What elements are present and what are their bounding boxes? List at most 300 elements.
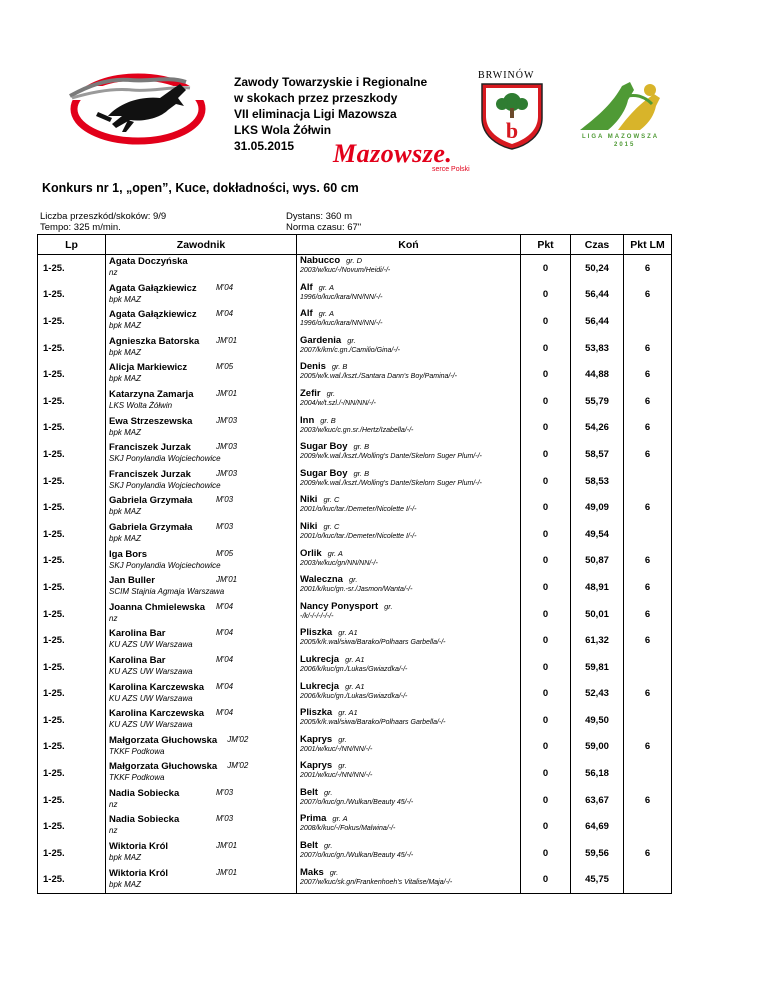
horse-cell — [297, 654, 521, 681]
points-cell: 0 — [521, 494, 571, 521]
lp-cell: 1-25. — [38, 627, 106, 654]
table-row — [38, 627, 672, 654]
horse-name: Pliszka — [300, 707, 333, 719]
table-row — [38, 681, 672, 708]
horse-group: gr. C — [323, 521, 340, 531]
lp-cell: 1-25. — [38, 867, 106, 894]
column-header-points: Pkt — [521, 235, 571, 255]
time-cell: 61,32 — [571, 627, 624, 654]
horse-cell — [297, 627, 521, 654]
rider-cell — [106, 707, 297, 734]
horse-group: gr. — [326, 388, 336, 398]
horse-details: 2005/k/k.wal/siwa/Barako/Polhaars Garbella/-/- — [300, 639, 446, 647]
rider-name: Gabriela Grzymała — [109, 495, 193, 507]
time-cell: 56,44 — [571, 282, 624, 309]
rider-cell — [106, 867, 297, 894]
league-points-cell: 6 — [624, 415, 672, 442]
horse-cell — [297, 787, 521, 814]
rider-cell — [106, 787, 297, 814]
rider-name: Nadia Sobiecka — [109, 787, 180, 799]
rider-category: JM'02 — [227, 734, 249, 744]
lp-cell: 1-25. — [38, 601, 106, 628]
horse-details: 1996/o/kuc/kara/NN/NN/-/- — [300, 320, 383, 328]
horse-details: 2005/k/k.wal/siwa/Barako/Polhaars Garbella/-/- — [300, 719, 446, 727]
league-points-cell: 6 — [624, 840, 672, 867]
rider-club: KU AZS UW Warszawa — [109, 666, 193, 676]
rider-category: JM'01 — [216, 335, 238, 345]
rider-club: SKJ Ponylandia Wojciechowice — [109, 560, 221, 570]
rider-cell — [106, 468, 297, 495]
horse-cell — [297, 601, 521, 628]
rider-club: nz — [109, 268, 118, 277]
horse-details: 2001/o/kuc/tar./Demeter/Nicolette I/-/- — [300, 506, 417, 514]
event-venue: LKS Wola Żółwin — [234, 123, 332, 137]
rider-category: M'03 — [216, 521, 234, 531]
table-row — [38, 415, 672, 442]
league-points-cell: 6 — [624, 255, 672, 282]
league-points-cell: 6 — [624, 681, 672, 708]
horse-cell — [297, 548, 521, 575]
points-cell: 0 — [521, 627, 571, 654]
rider-category: JM'02 — [227, 761, 249, 771]
horse-details: 2005/w/k.wal./kszt./Santara Dann's Boy/Pamina/-/- — [300, 373, 457, 381]
time-cell: 50,24 — [571, 255, 624, 282]
time-cell: 64,69 — [571, 813, 624, 840]
rider-name: Karolina Bar — [109, 628, 166, 640]
time-cell: 58,57 — [571, 441, 624, 468]
rider-category: JM'01 — [216, 867, 238, 877]
rider-club: bpk MAZ — [109, 879, 142, 889]
points-cell: 0 — [521, 813, 571, 840]
rider-club: bpk MAZ — [109, 294, 142, 304]
rider-category: M'05 — [216, 548, 234, 558]
horse-group: gr. A1 — [338, 628, 358, 638]
lp-cell: 1-25. — [38, 441, 106, 468]
horse-group: gr. — [348, 575, 358, 585]
points-cell: 0 — [521, 335, 571, 362]
horse-details: 2003/w/kuc/gn/NN/NN/-/- — [300, 559, 378, 567]
horse-cell — [297, 840, 521, 867]
table-row — [38, 601, 672, 628]
table-row — [38, 441, 672, 468]
league-points-cell: 6 — [624, 548, 672, 575]
rider-cell — [106, 255, 297, 282]
liga-year: 2015 — [614, 142, 636, 148]
rider-category: M'03 — [216, 495, 234, 505]
league-points-cell — [624, 813, 672, 840]
distance: Dystans: 360 m — [286, 211, 352, 222]
lp-cell: 1-25. — [38, 813, 106, 840]
rider-club: bpk MAZ — [109, 533, 142, 543]
time-cell: 54,26 — [571, 415, 624, 442]
horse-group: gr. B — [353, 468, 370, 478]
horse-details: 2001/o/kuc/tar./Demeter/Nicolette I/-/- — [300, 532, 417, 540]
horse-name: Sugar Boy — [300, 441, 348, 453]
time-cell: 49,09 — [571, 494, 624, 521]
league-points-cell — [624, 468, 672, 495]
horse-name: Nancy Ponysport — [300, 600, 379, 612]
table-row — [38, 308, 672, 335]
rider-club: bpk MAZ — [109, 507, 142, 517]
rider-name: Karolina Bar — [109, 654, 166, 666]
column-header-lp: Lp — [38, 235, 106, 255]
points-cell: 0 — [521, 308, 571, 335]
horse-details: 2004/w/t.szl./-/NN/NN/-/- — [300, 399, 376, 407]
league-points-cell: 6 — [624, 282, 672, 309]
lp-cell: 1-25. — [38, 548, 106, 575]
points-cell: 0 — [521, 415, 571, 442]
time-cell: 59,81 — [571, 654, 624, 681]
rider-club: bpk MAZ — [109, 321, 142, 331]
rider-category: JM'01 — [216, 841, 238, 851]
rider-cell — [106, 494, 297, 521]
time-cell: 49,54 — [571, 521, 624, 548]
table-row — [38, 335, 672, 362]
horse-cell — [297, 867, 521, 894]
horse-cell — [297, 441, 521, 468]
horse-group: gr. — [329, 867, 339, 877]
league-points-cell — [624, 654, 672, 681]
points-cell: 0 — [521, 282, 571, 309]
brwinow-coat-of-arms-icon — [478, 82, 546, 150]
horse-name: Gardenia — [300, 334, 342, 346]
rider-category: M'04 — [216, 708, 234, 718]
rider-cell — [106, 361, 297, 388]
league-points-cell: 6 — [624, 494, 672, 521]
league-points-cell: 6 — [624, 441, 672, 468]
rider-cell — [106, 601, 297, 628]
league-points-cell — [624, 760, 672, 787]
rider-category: M'04 — [216, 601, 234, 611]
time-cell: 63,67 — [571, 787, 624, 814]
rider-cell — [106, 282, 297, 309]
rider-category: M'04 — [216, 309, 234, 319]
rider-cell — [106, 308, 297, 335]
rider-category: M'04 — [216, 654, 234, 664]
rider-category: M'04 — [216, 628, 234, 638]
league-points-cell — [624, 308, 672, 335]
rider-name: Jan Buller — [109, 575, 155, 587]
horse-group: gr. D — [346, 256, 363, 265]
horse-cell — [297, 255, 521, 282]
horse-name: Alf — [300, 308, 313, 320]
league-points-cell: 6 — [624, 627, 672, 654]
horse-name: Belt — [300, 786, 318, 798]
horse-details: 2007/o/kuc/gn./Wulkan/Beauty 45/-/- — [300, 798, 414, 806]
rider-club: nz — [109, 826, 118, 836]
table-header-row — [38, 235, 672, 255]
table-row — [38, 734, 672, 761]
horse-name: Belt — [300, 840, 318, 852]
league-points-cell — [624, 521, 672, 548]
table-row — [38, 548, 672, 575]
lp-cell: 1-25. — [38, 494, 106, 521]
rider-club: KU AZS UW Warszawa — [109, 693, 193, 703]
points-cell: 0 — [521, 441, 571, 468]
rider-cell — [106, 654, 297, 681]
rider-category: JM'01 — [216, 575, 238, 585]
rider-club: KU AZS UW Warszawa — [109, 640, 193, 650]
horse-cell — [297, 415, 521, 442]
league-points-cell: 6 — [624, 335, 672, 362]
rider-cell — [106, 734, 297, 761]
rider-club: KU AZS UW Warszawa — [109, 720, 193, 730]
rider-cell — [106, 760, 297, 787]
competition-title: Konkurs nr 1, „open”, Kuce, dokładności, wys. 60 cm — [42, 181, 359, 195]
table-row — [38, 468, 672, 495]
rider-name: Małgorzata Głuchowska — [109, 761, 218, 773]
lp-cell: 1-25. — [38, 335, 106, 362]
horse-name: Prima — [300, 813, 327, 825]
time-cell: 49,50 — [571, 707, 624, 734]
horse-group: gr. B — [353, 442, 370, 452]
horse-group: gr. A1 — [345, 681, 365, 691]
horse-name: Inn — [300, 414, 315, 426]
event-title-line: Zawody Towarzyskie i Regionalne — [234, 75, 428, 89]
horse-cell — [297, 361, 521, 388]
horse-cell — [297, 282, 521, 309]
horse-name: Orlik — [300, 547, 322, 559]
rider-category: M'05 — [216, 362, 234, 372]
rider-cell — [106, 415, 297, 442]
rider-name: Ewa Strzeszewska — [109, 415, 193, 427]
horse-details: 1996/o/kuc/kara/NN/NN/-/- — [300, 293, 383, 301]
lp-cell: 1-25. — [38, 361, 106, 388]
horse-details: 2008/k/kuc/-/Fokus/Malwina/-/- — [300, 825, 396, 833]
horse-name: Niki — [300, 520, 318, 532]
rider-name: Franciszek Jurzak — [109, 468, 191, 480]
column-header-horse: Koń — [297, 235, 521, 255]
time-cell: 58,53 — [571, 468, 624, 495]
mazowsze-logo: Mazowsze. — [333, 139, 453, 168]
lp-cell: 1-25. — [38, 840, 106, 867]
brwinow-label: BRWINÓW — [478, 70, 535, 81]
points-cell: 0 — [521, 867, 571, 894]
event-date: 31.05.2015 — [234, 139, 295, 153]
horse-cell — [297, 734, 521, 761]
points-cell: 0 — [521, 601, 571, 628]
points-cell: 0 — [521, 521, 571, 548]
rider-cell — [106, 627, 297, 654]
points-cell: 0 — [521, 681, 571, 708]
rider-name: Agata Gałązkiewicz — [109, 282, 197, 294]
league-points-cell: 6 — [624, 574, 672, 601]
horse-group: gr. B — [320, 415, 336, 425]
time-norm: Norma czasu: 67" — [286, 222, 362, 233]
points-cell: 0 — [521, 255, 571, 282]
rider-name: Iga Bors — [109, 548, 148, 560]
rider-club: bpk MAZ — [109, 374, 142, 384]
horse-group: gr. — [338, 761, 347, 771]
lp-cell: 1-25. — [38, 787, 106, 814]
horse-details: 2003/w/kuc/-/Novum/Heidi/-/- — [300, 267, 391, 274]
horse-group: gr. — [384, 601, 393, 611]
table-row — [38, 521, 672, 548]
horse-details: 2006/k/kuc/gn./Lukas/Gwiazdka/-/- — [300, 665, 408, 673]
horse-details: -/k/-/-/-/-/-/- — [300, 612, 334, 620]
lp-cell: 1-25. — [38, 255, 106, 282]
league-points-cell: 6 — [624, 787, 672, 814]
rider-name: Małgorzata Głuchowska — [109, 734, 218, 746]
league-points-cell — [624, 867, 672, 894]
time-cell: 48,91 — [571, 574, 624, 601]
points-cell: 0 — [521, 574, 571, 601]
time-cell: 53,83 — [571, 335, 624, 362]
rider-name: Agata Doczyńska — [109, 256, 188, 267]
time-cell: 44,88 — [571, 361, 624, 388]
lp-cell: 1-25. — [38, 760, 106, 787]
rider-category: JM'03 — [216, 468, 238, 478]
rider-category: M'03 — [216, 814, 234, 824]
rider-name: Gabriela Grzymała — [109, 521, 193, 533]
horse-group: gr. — [323, 841, 333, 851]
horse-name: Waleczna — [300, 574, 343, 586]
horse-name: Alf — [300, 281, 313, 293]
points-cell: 0 — [521, 388, 571, 415]
rider-category: M'04 — [216, 681, 234, 691]
horse-details: 2001/w/kuc/-/NN/NN/-/- — [300, 772, 373, 780]
horse-cell — [297, 574, 521, 601]
horse-name: Lukrecja — [300, 653, 340, 665]
rider-category: JM'01 — [216, 388, 238, 398]
lp-cell: 1-25. — [38, 574, 106, 601]
horse-group: gr. A — [318, 309, 334, 319]
horse-group: gr. A — [332, 814, 348, 824]
rider-club: bpk MAZ — [109, 853, 142, 863]
rider-cell — [106, 388, 297, 415]
rider-name: Alicja Markiewicz — [109, 362, 188, 374]
lp-cell: 1-25. — [38, 707, 106, 734]
rider-cell — [106, 681, 297, 708]
rider-club: SKJ Ponylandia Wojciechowice — [109, 454, 221, 464]
horse-cell — [297, 494, 521, 521]
horse-details: 2001/w/kuc/-/NN/NN/-/- — [300, 745, 373, 753]
event-title-line: VII eliminacja Ligi Mazowsza — [234, 107, 397, 121]
lp-cell: 1-25. — [38, 521, 106, 548]
horse-group: gr. — [347, 335, 356, 345]
table-row — [38, 707, 672, 734]
horse-cell — [297, 760, 521, 787]
rider-name: Katarzyna Zamarja — [109, 388, 194, 400]
rider-cell — [106, 813, 297, 840]
rider-category: JM'03 — [216, 415, 238, 425]
column-header-league-points: Pkt LM — [624, 235, 672, 255]
horse-group: gr. A — [318, 282, 334, 292]
liga-mazowsza-logo-icon — [578, 76, 674, 132]
horse-cell — [297, 308, 521, 335]
table-row — [38, 255, 672, 282]
horse-cell — [297, 707, 521, 734]
rider-category: M'03 — [216, 787, 234, 797]
obstacle-count: Liczba przeszkód/skoków: 9/9 — [40, 211, 167, 222]
lp-cell: 1-25. — [38, 282, 106, 309]
horse-name: Kaprys — [300, 733, 333, 745]
mazowsze-tagline: serce Polski — [432, 166, 470, 173]
lp-cell: 1-25. — [38, 734, 106, 761]
horse-group: gr. A1 — [338, 708, 358, 718]
table-row — [38, 813, 672, 840]
horse-group: gr. A — [327, 548, 343, 558]
horse-group: gr. B — [331, 362, 348, 372]
rider-name: Joanna Chmielewska — [109, 601, 206, 613]
time-cell: 59,00 — [571, 734, 624, 761]
lp-cell: 1-25. — [38, 681, 106, 708]
horse-name: Sugar Boy — [300, 467, 348, 479]
horse-name: Lukrecja — [300, 680, 340, 692]
horse-group: gr. — [338, 734, 347, 744]
league-points-cell: 6 — [624, 601, 672, 628]
horse-group: gr. C — [323, 495, 340, 505]
table-row — [38, 840, 672, 867]
horse-details: 2009/w/k.wal./kszt./Wolling's Dante/Skelorn Suger Plum/-/- — [300, 453, 482, 461]
rider-name: Franciszek Jurzak — [109, 442, 191, 454]
rider-name: Karolina Karczewska — [109, 681, 205, 693]
horse-name: Zefir — [300, 387, 321, 399]
time-cell: 50,01 — [571, 601, 624, 628]
rider-club: bpk MAZ — [109, 427, 142, 437]
table-row — [38, 787, 672, 814]
horse-cell — [297, 813, 521, 840]
rider-club: LKS Wolta Żółwin — [109, 400, 173, 410]
time-cell: 55,79 — [571, 388, 624, 415]
league-points-cell: 6 — [624, 734, 672, 761]
points-cell: 0 — [521, 787, 571, 814]
rider-name: Karolina Karczewska — [109, 708, 205, 720]
horse-name: Pliszka — [300, 627, 333, 639]
column-header-time: Czas — [571, 235, 624, 255]
time-cell: 59,56 — [571, 840, 624, 867]
points-cell: 0 — [521, 707, 571, 734]
horse-group: gr. — [323, 787, 333, 797]
time-cell: 52,43 — [571, 681, 624, 708]
points-cell: 0 — [521, 760, 571, 787]
table-row — [38, 760, 672, 787]
rider-club: bpk MAZ — [109, 347, 142, 357]
points-cell: 0 — [521, 468, 571, 495]
rider-club: TKKF Podkowa — [109, 746, 165, 756]
tempo: Tempo: 325 m/min. — [40, 222, 121, 233]
svg-text:b: b — [505, 118, 519, 143]
horse-cell — [297, 681, 521, 708]
points-cell: 0 — [521, 548, 571, 575]
horse-name: Maks — [300, 866, 324, 878]
table-row — [38, 867, 672, 894]
rider-name: Nadia Sobiecka — [109, 814, 180, 826]
rider-cell — [106, 548, 297, 575]
horse-details: 2007/o/kuc/gn./Wulkan/Beauty 45/-/- — [300, 852, 414, 860]
points-cell: 0 — [521, 734, 571, 761]
horse-details: 2007/k/km/c.gn./Camilio/Gina/-/- — [300, 346, 400, 354]
points-cell: 0 — [521, 840, 571, 867]
points-cell: 0 — [521, 361, 571, 388]
table-row — [38, 388, 672, 415]
lp-cell: 1-25. — [38, 468, 106, 495]
time-cell: 56,18 — [571, 760, 624, 787]
rider-club: nz — [109, 799, 118, 809]
horse-details: 2001/k/kuc/gn.-sr./Jasmon/Wanta/-/- — [300, 586, 413, 594]
table-row — [38, 361, 672, 388]
time-cell: 56,44 — [571, 308, 624, 335]
rider-club: SCIM Stajnia Agmaja Warszawa — [109, 587, 225, 597]
horse-name: Denis — [300, 361, 326, 373]
rider-club: TKKF Podkowa — [109, 773, 165, 783]
results-table — [37, 234, 672, 894]
horse-details: 2003/w/kuc/c.gn.sr./Hertz/Izabella/-/- — [300, 426, 414, 434]
rider-cell — [106, 574, 297, 601]
lp-cell: 1-25. — [38, 388, 106, 415]
rider-club: nz — [109, 613, 118, 623]
table-row — [38, 574, 672, 601]
